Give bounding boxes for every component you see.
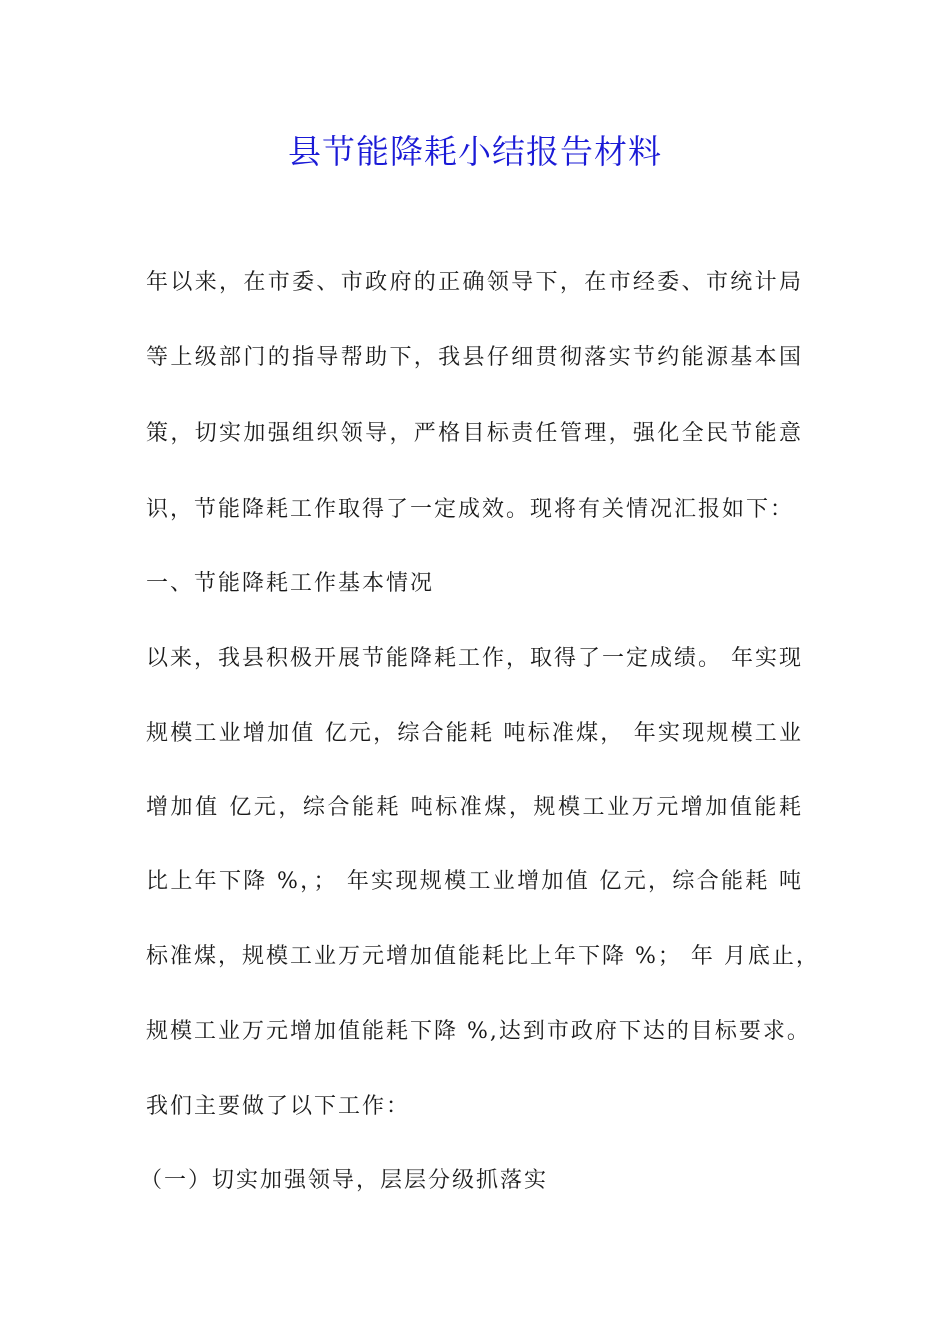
body-line: 规模工业增加值 亿元，综合能耗 吨标准煤， 年实现规模工业 (146, 721, 803, 746)
body-line: 识，节能降耗工作取得了一定成效。现将有关情况汇报如下： (146, 497, 795, 522)
body-line: 增加值 亿元，综合能耗 吨标准煤，规模工业万元增加值能耗 (146, 795, 803, 820)
document-title: 县节能降耗小结报告材料 (288, 132, 662, 171)
section-heading: 一、节能降耗工作基本情况 (146, 571, 435, 596)
body-line: 以来，我县积极开展节能降耗工作，取得了一定成绩。 年实现 (146, 646, 803, 671)
body-line: 年以来，在市委、市政府的正确领导下，在市经委、市统计局 (146, 270, 803, 295)
body-line: 规模工业万元增加值能耗下降 %,达到市政府下达的目标要求。 (146, 1019, 811, 1044)
body-line: 比上年下降 %，； 年实现规模工业增加值 亿元，综合能耗 吨 (146, 869, 803, 894)
body-line: 我们主要做了以下工作： (146, 1094, 411, 1119)
body-line: 标准煤，规模工业万元增加值能耗比上年下降 %； 年 月底止， (146, 944, 820, 969)
subsection-heading: （一）切实加强领导，层层分级抓落实 (140, 1168, 549, 1193)
body-line: 策，切实加强组织领导，严格目标责任管理，强化全民节能意 (146, 421, 803, 446)
body-line: 等上级部门的指导帮助下，我县仔细贯彻落实节约能源基本国 (146, 345, 803, 370)
